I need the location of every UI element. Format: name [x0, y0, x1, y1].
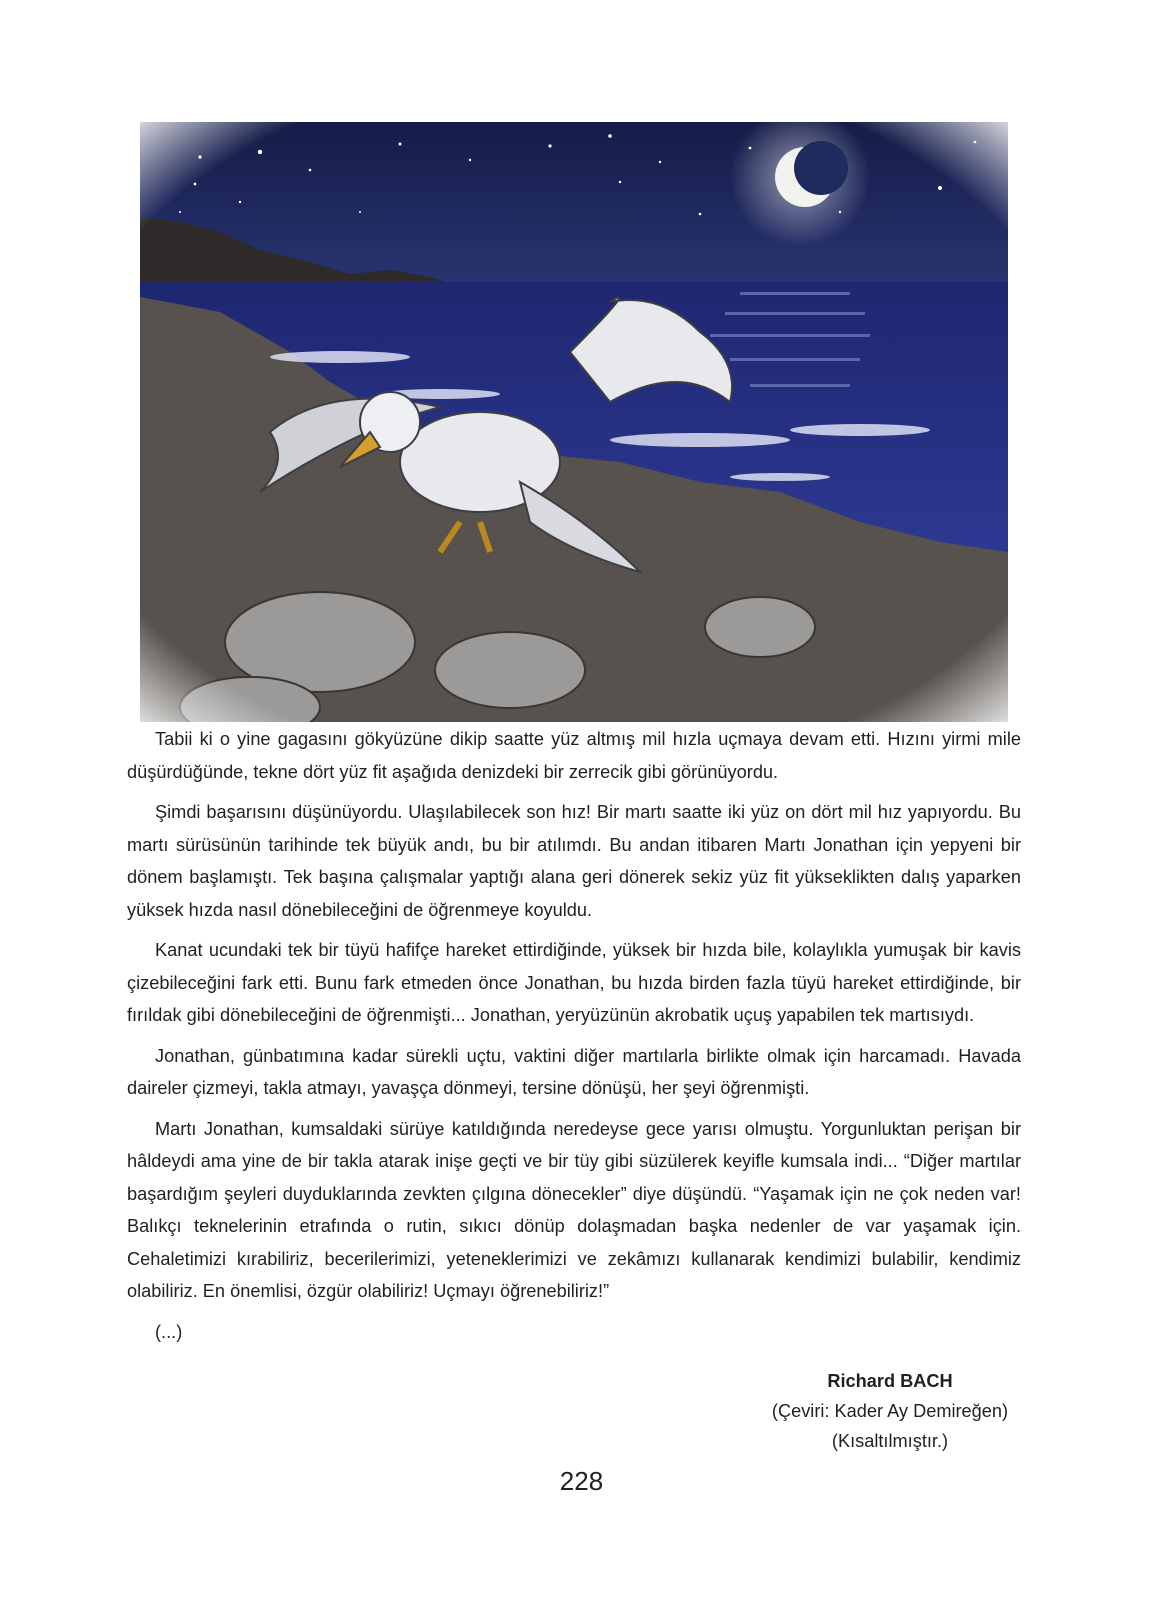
- paragraph: Şimdi başarısını düşünüyordu. Ulaşılabilecek son hız! Bir martı saatte iki yüz on dört mil hız yapıyordu. Bu martı sürüsünün tarihinde tek büyük andı, bu bir atılımdı. Bu andan itibaren Martı Jonathan için yepyeni bir dönem başlamıştı. Tek başına çalışmalar yaptığı alana geri dönerek sekiz yüz fit yükseklikten dalış yaparken yüksek hızda nasıl dönebileceğini de öğrenmeye koyuldu.: [127, 802, 1021, 920]
- credits: [740, 1366, 1040, 1456]
- story-text: [127, 723, 1021, 1348]
- translator-credit: (Çeviri: Kader Ay Demireğen): [771, 1401, 1009, 1421]
- abridged-note: (Kısaltılmıştır.): [831, 1431, 949, 1451]
- paragraph: Jonathan, günbatımına kadar sürekli uçtu, vaktini diğer martılarla birlikte olmak için harcamadı. Havada daireler çizmeyi, takla atmayı, yavaşça dönmeyi, tersine dönüşü, her şeyi öğrenmişti.: [127, 1045, 1021, 1098]
- paragraph: Kanat ucundaki tek bir tüyü hafifçe hareket ettirdiğinde, yüksek bir hızda bile, kolaylıkla yumuşak bir kavis çizebileceğini fark etti. Bunu fark etmeden önce Jonathan, bu hızda birden fazla tüyü hareket ettirdiğinde, bir fırıldak gibi dönebileceğini de öğrenmişti... Jonathan, yeryüzünün akrobatik uçuş yapabilen tek martısıydı.: [127, 940, 1021, 1025]
- paragraph: Tabii ki o yine gagasını gökyüzüne dikip saatte yüz altmış mil hızla uçmaya devam etti. Hızını yirmi mile düşürdüğünde, tekne dört yüz fit aşağıda denizdeki bir zerrecik gibi görünüyordu.: [127, 729, 1021, 782]
- author-name: Richard BACH: [827, 1371, 953, 1391]
- seagull-illustration: [140, 122, 1008, 722]
- page-number: 228: [559, 1466, 604, 1496]
- paragraph: Martı Jonathan, kumsaldaki sürüye katıldığında neredeyse gece yarısı olmuştu. Yorgunluktan perişan bir hâldeydi ama yine de bir takla atarak inişe geçti ve bir tüy gibi süzülerek keyifle kumsala indi... “Diğer martılar başardığım şeyleri duyduklarında zevkten çılgına dönecekler” diye düşündü. “Yaşamak için ne çok neden var! Balıkçı teknelerinin etrafında o rutin, sıkıcı dönüp dolaşmadan başka nedenler de var yaşamak için. Cehaletimizi kırabiliriz, becerilerimizi, yeteneklerimizi ve zekâmızı kullanarak kendimizi bulabilir, kendimiz olabiliriz. En önemlisi, özgür olabiliriz! Uçmayı öğrenebiliriz!”: [127, 1118, 1021, 1301]
- omission-mark: (...): [155, 1321, 183, 1342]
